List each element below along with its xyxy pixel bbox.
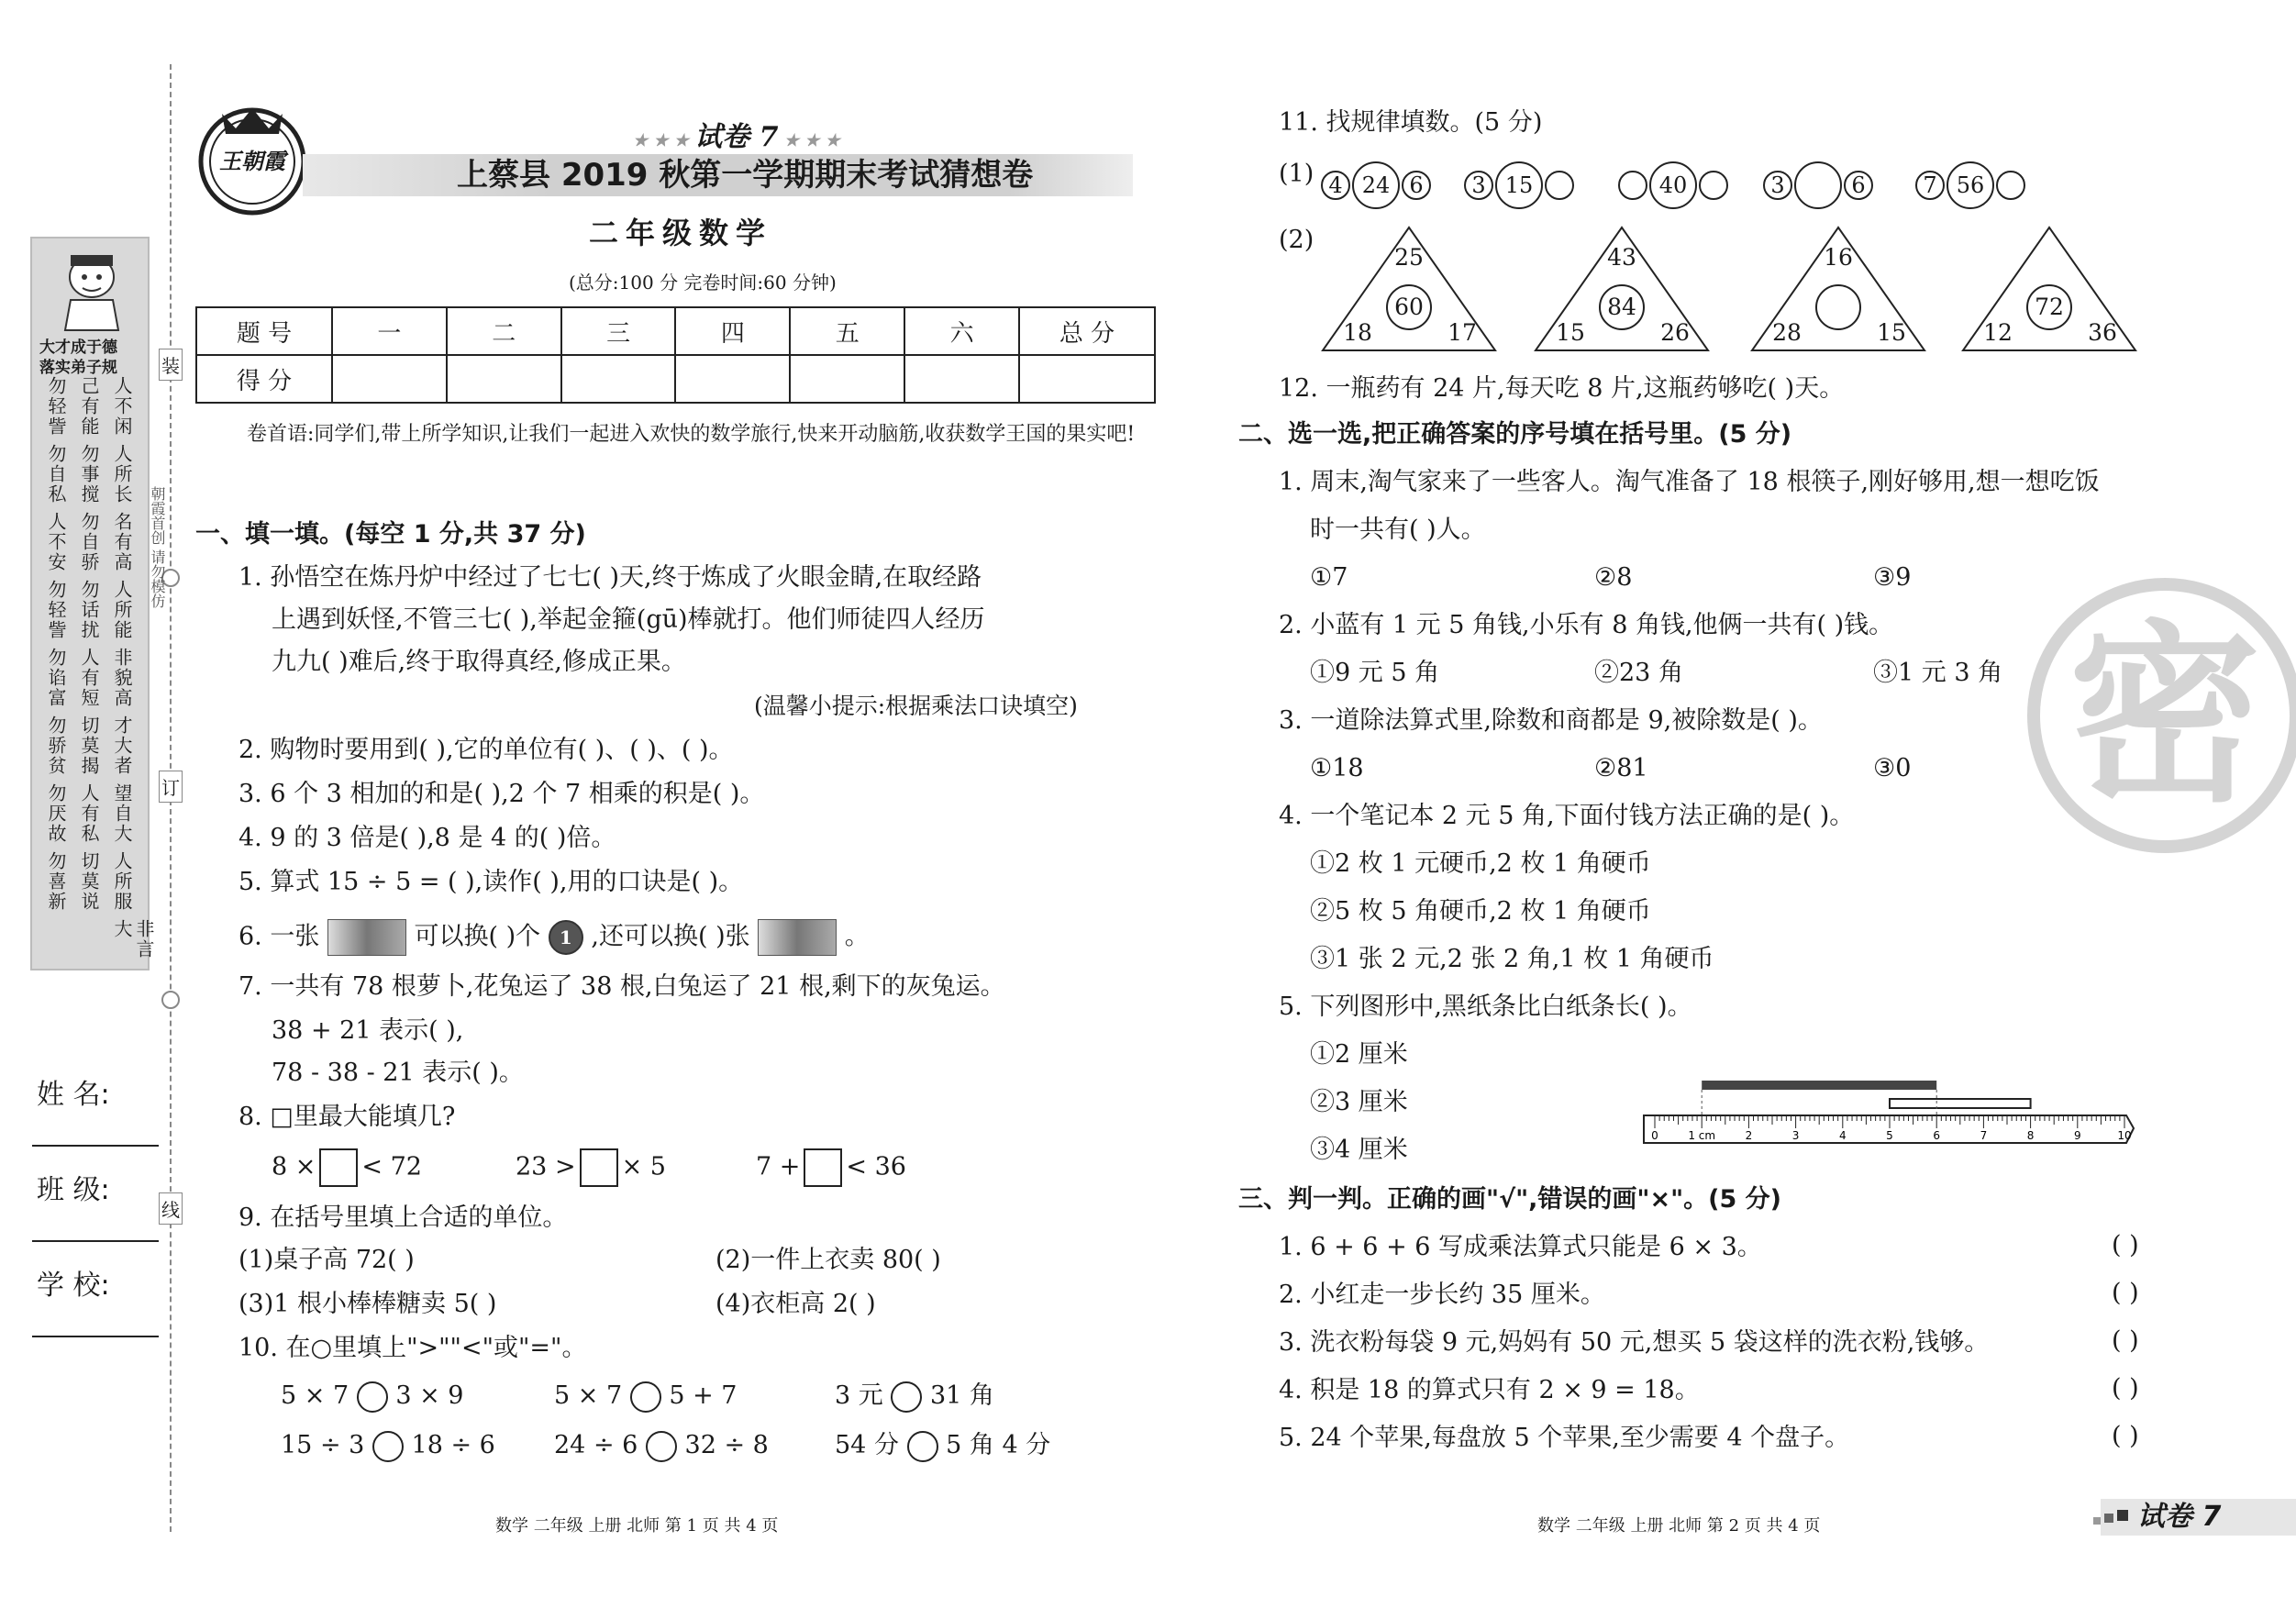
motto-text: 人不闲	[111, 376, 133, 437]
watermark-char: 密	[2068, 602, 2261, 828]
q10-left: 3 元	[835, 1381, 883, 1410]
motto-text: 勿骄贫	[45, 715, 67, 776]
q10-item	[281, 1380, 464, 1413]
answer-circle[interactable]	[1699, 171, 1728, 200]
motto-text: 人所服	[111, 851, 133, 912]
score-header-cell: 题 号	[196, 307, 332, 355]
number-triangle	[1748, 224, 1928, 354]
q11-p2-label: (2)	[1279, 226, 1314, 254]
q1-line-c: 九九( )难后,终于取得真经,修成正果。	[272, 648, 686, 676]
ruler-tick-label: 0	[1651, 1129, 1658, 1142]
section2-title: 二、选一选,把正确答案的序号填在括号里。(5 分)	[1238, 420, 1792, 449]
answer-circle[interactable]	[1996, 171, 2025, 200]
number-triangle	[1959, 224, 2139, 354]
ruler-figure	[1642, 1071, 2137, 1154]
number-circle: 6	[1402, 171, 1431, 200]
s2-q1-opt1[interactable]: ①7	[1310, 563, 1348, 592]
subject-title: 二年级数学	[589, 216, 773, 250]
side-vertical-text: 朝霞首创 请勿模仿	[149, 486, 166, 609]
motto-text: 才大者	[111, 715, 133, 776]
score-cell[interactable]	[447, 355, 561, 403]
motto-text: 人不安	[45, 512, 67, 572]
binding-word-1: 装	[159, 349, 183, 381]
s2-q3-opt1[interactable]: ①18	[1310, 754, 1364, 782]
compare-circle[interactable]	[907, 1431, 938, 1462]
score-header-cell: 二	[447, 307, 561, 355]
s2-q5: 5. 下列图形中,黑纸条比白纸条长( )。	[1279, 993, 1692, 1021]
triangle-number: 43	[1607, 244, 1636, 271]
q11-group	[1913, 161, 2025, 209]
number-circle: 84	[1599, 284, 1645, 330]
q2: 2. 购物时要用到( ),它的单位有( )、( )、( )。	[238, 736, 734, 764]
triangle-number: 26	[1660, 319, 1690, 346]
q9-3: (3)1 根小棒棒糖卖 5( )	[238, 1290, 497, 1318]
motto-text: 人所能	[111, 580, 133, 640]
judge-item: 1. 6 + 6 + 6 写成乘法算式只能是 6 × 3。	[1279, 1233, 1762, 1261]
judge-answer-paren[interactable]: ( )	[2112, 1374, 2139, 1403]
s2-q5-opt2[interactable]: ②3 厘米	[1310, 1088, 1408, 1116]
s2-q2: 2. 小蓝有 1 元 5 角钱,小乐有 8 角钱,他俩一共有( )钱。	[1279, 611, 1894, 639]
q10-right: 32 ÷ 8	[684, 1431, 769, 1459]
score-cell[interactable]	[904, 355, 1019, 403]
black-strip	[1702, 1081, 1936, 1090]
ruler-tick-label: 2	[1745, 1129, 1753, 1142]
motto-text: 勿轻訾	[45, 376, 67, 437]
q10-right: 5 + 7	[669, 1381, 738, 1410]
q8-expr-3-right: < 36	[846, 1152, 906, 1181]
school-label: 学 校:	[37, 1270, 110, 1302]
q10-left: 5 × 7	[554, 1381, 623, 1410]
q7: 7. 一共有 78 根萝卜,花兔运了 38 根,白兔运了 21 根,剩下的灰兔运。	[238, 972, 1005, 1001]
ruler-tick-label: 1 cm	[1688, 1129, 1716, 1142]
binding-word-3: 线	[159, 1192, 183, 1225]
score-header-cell: 三	[561, 307, 676, 355]
answer-box[interactable]	[580, 1148, 618, 1187]
q9-4: (4)衣柜高 2( )	[715, 1290, 876, 1318]
q10-item	[835, 1429, 1050, 1462]
triangle-number: 28	[1772, 319, 1802, 346]
motto-text: 名有高	[111, 512, 133, 572]
s2-q3: 3. 一道除法算式里,除数和商都是 9,被除数是( )。	[1279, 706, 1823, 735]
motto-text: 切莫揭	[78, 715, 100, 776]
judge-answer-paren[interactable]: ( )	[2112, 1422, 2139, 1450]
ruler-tick-label: 3	[1791, 1129, 1800, 1142]
compare-circle[interactable]	[630, 1381, 661, 1413]
s2-q3-opt3[interactable]: ③0	[1873, 754, 1912, 782]
number-circle: 3	[1464, 171, 1493, 200]
triangle-number: 17	[1447, 319, 1477, 346]
scholar-figure-icon	[60, 250, 124, 332]
q11-group	[1462, 161, 1574, 209]
number-triangle	[1532, 224, 1712, 354]
binding-word-2: 订	[159, 771, 183, 803]
motto-text: 勿话扰	[78, 580, 100, 640]
q8-expr-2-left: 23 >	[516, 1152, 576, 1181]
q10-right: 31 角	[929, 1381, 994, 1410]
q8-expr-1-right: < 72	[361, 1152, 422, 1181]
intro-text: 卷首语:同学们,带上所学知识,让我们一起进入欢快的数学旅行,快来开动脑筋,收获数学王国的果实吧!	[247, 423, 1136, 446]
q10-right: 5 角 4 分	[946, 1431, 1051, 1459]
motto-text: 勿轻訾	[45, 580, 67, 640]
number-triangle	[1319, 224, 1499, 354]
motto-text: 切莫说	[78, 851, 100, 912]
triangle-number: 16	[1824, 244, 1853, 271]
q10-item	[281, 1429, 495, 1462]
answer-circle[interactable]	[1618, 171, 1647, 200]
q6	[238, 919, 870, 956]
s2-q5-opt3[interactable]: ③4 厘米	[1310, 1136, 1408, 1164]
q11-title: 11. 找规律填数。(5 分)	[1279, 108, 1543, 137]
score-header-cell: 四	[675, 307, 790, 355]
score-header-cell: 六	[904, 307, 1019, 355]
sidebar-motto-panel	[30, 237, 155, 970]
s2-q1-a: 1. 周末,淘气家来了一些客人。淘气准备了 18 根筷子,刚好够用,想一想吃饭	[1279, 468, 2100, 496]
q12: 12. 一瓶药有 24 片,每天吃 8 片,这瓶药够吃( )天。	[1279, 374, 1845, 403]
motto-text: 勿自私	[45, 444, 67, 505]
ruler-tick-label: 5	[1886, 1129, 1893, 1142]
q7-a: 38 + 21 表示( ),	[272, 1016, 464, 1045]
compare-circle[interactable]	[646, 1431, 677, 1462]
name-line[interactable]	[32, 1145, 159, 1147]
section1-title: 一、填一填。(每空 1 分,共 37 分)	[195, 520, 586, 549]
ruler-tick-label: 9	[2073, 1129, 2081, 1142]
compare-circle[interactable]	[891, 1381, 922, 1413]
motto-text: 己有能	[78, 376, 100, 437]
q8-expr-3-left: 7 +	[756, 1152, 801, 1181]
binding-hole-2	[161, 991, 180, 1009]
motto-text: 人所长	[111, 444, 133, 505]
paper-badge: ★ ★ ★ 试卷 7 ★ ★ ★	[633, 121, 840, 153]
banknote-icon	[327, 919, 406, 956]
number-circle: 40	[1649, 161, 1697, 209]
q9: 9. 在括号里填上合适的单位。	[238, 1203, 568, 1232]
q10-left: 5 × 7	[281, 1381, 349, 1410]
q10-left: 24 ÷ 6	[554, 1431, 638, 1459]
q9-2: (2)一件上衣卖 80( )	[715, 1246, 941, 1274]
q11-group	[1319, 161, 1431, 209]
s2-q4-opt3[interactable]: ③1 张 2 元,2 张 2 角,1 枚 1 角硬币	[1310, 945, 1714, 973]
name-label: 姓 名:	[37, 1079, 110, 1111]
judge-answer-paren[interactable]: ( )	[2112, 1231, 2139, 1259]
s2-q4-opt2[interactable]: ②5 枚 5 角硬币,2 枚 1 角硬币	[1310, 897, 1651, 926]
q11-group	[1761, 161, 1873, 209]
q3: 3. 6 个 3 相加的和是( ),2 个 7 相乘的积是( )。	[238, 780, 765, 808]
motto-text: 非貌高	[111, 648, 133, 708]
ruler-tick-label: 4	[1838, 1129, 1847, 1142]
q10: 10. 在○里填上">""<"或"="。	[238, 1334, 587, 1362]
score-cell[interactable]	[790, 355, 904, 403]
q6-text-a: 6. 一张	[238, 922, 320, 951]
judge-item: 2. 小红走一步长约 35 厘米。	[1279, 1281, 1605, 1309]
q10-left: 54 分	[835, 1431, 899, 1459]
q5: 5. 算式 15 ÷ 5 = ( ),读作( ),用的口诀是( )。	[238, 868, 744, 896]
s2-q1-opt2[interactable]: ②8	[1594, 563, 1633, 592]
answer-circle[interactable]	[1794, 161, 1842, 209]
q11-p1-label: (1)	[1279, 160, 1314, 188]
q8-expr-3	[756, 1148, 906, 1187]
triangle-number: 36	[2088, 319, 2117, 346]
compare-circle[interactable]	[357, 1381, 388, 1413]
q8-expr-2	[516, 1148, 666, 1187]
q10-left: 15 ÷ 3	[281, 1431, 365, 1459]
triangle-number: 15	[1877, 319, 1906, 346]
number-circle: 60	[1386, 284, 1432, 330]
q8-expr-1	[272, 1148, 422, 1187]
q8: 8. □里最大能填几?	[238, 1103, 456, 1131]
motto-text: 非言大	[111, 919, 155, 959]
triangle-number: 18	[1343, 319, 1372, 346]
sidebar-caption-1: 大才成于德	[39, 338, 117, 357]
class-label: 班 级:	[37, 1174, 110, 1206]
coin-icon: 1	[549, 920, 583, 955]
motto-text: 勿喜新	[45, 851, 67, 912]
banknote-small-icon	[758, 919, 837, 956]
judge-answer-paren[interactable]: ( )	[2112, 1326, 2139, 1355]
q1-line-b: 上遇到妖怪,不管三七( ),举起金箍(gū)棒就打。他们师徒四人经历	[272, 605, 985, 634]
s2-q2-opt2[interactable]: ②23 角	[1594, 659, 1683, 687]
footer-left: 数学 二年级 上册 北师 第 1 页 共 4 页	[495, 1516, 779, 1536]
score-header-cell: 五	[790, 307, 904, 355]
s2-q2-opt1[interactable]: ①9 元 5 角	[1310, 659, 1440, 687]
judge-item: 4. 积是 18 的算式只有 2 × 9 = 18。	[1279, 1376, 1700, 1404]
ruler-tick-label: 10	[2117, 1129, 2132, 1142]
publisher-logo	[194, 101, 310, 216]
white-strip	[1890, 1099, 2031, 1108]
score-cell[interactable]	[675, 355, 790, 403]
s2-q4-opt1[interactable]: ①2 枚 1 元硬币,2 枚 1 角硬币	[1310, 849, 1651, 878]
motto-text: 勿谄富	[45, 648, 67, 708]
score-table	[195, 306, 1156, 404]
q11-group	[1616, 161, 1728, 209]
number-circle: 4	[1321, 171, 1350, 200]
q8-expr-2-right: × 5	[621, 1152, 666, 1181]
watermark-seal	[2027, 578, 2296, 853]
q6-text-c: ,还可以换( )张	[591, 922, 750, 951]
judge-answer-paren[interactable]: ( )	[2112, 1279, 2139, 1307]
answer-circle[interactable]	[1545, 171, 1574, 200]
footer-right: 数学 二年级 上册 北师 第 2 页 共 4 页	[1537, 1516, 1821, 1536]
paper-badge-text: 试卷 7	[694, 121, 779, 153]
logo-text: 王朝霞	[219, 148, 285, 174]
number-circle: 7	[1915, 171, 1945, 200]
number-circle: 6	[1844, 171, 1873, 200]
section3-title: 三、判一判。正确的画"√",错误的画"×"。(5 分)	[1238, 1185, 1782, 1214]
s2-q2-opt3[interactable]: ③1 元 3 角	[1873, 659, 2003, 687]
q6-text-b: 可以换( )个	[414, 922, 541, 951]
score-header-cell: 一	[332, 307, 447, 355]
judge-item: 5. 24 个苹果,每盘放 5 个苹果,至少需要 4 个盘子。	[1279, 1424, 1850, 1452]
s2-q1-b: 时一共有( )人。	[1310, 516, 1486, 544]
q9-1: (1)桌子高 72( )	[238, 1246, 415, 1274]
q8-expr-1-left: 8 ×	[272, 1152, 316, 1181]
score-cell[interactable]	[1019, 355, 1155, 403]
footer-badge: 试卷 7	[2137, 1501, 2222, 1533]
number-circle: 15	[1495, 161, 1543, 209]
s2-q1-opt3[interactable]: ③9	[1873, 563, 1912, 592]
number-circle: 72	[2026, 284, 2072, 330]
q1-hint: (温馨小提示:根据乘法口诀填空)	[754, 693, 1078, 719]
ruler-tick-label: 8	[2026, 1129, 2035, 1142]
q7-b: 78 - 38 - 21 表示( )。	[272, 1059, 524, 1087]
score-row-label: 得 分	[196, 355, 332, 403]
motto-text: 勿自骄	[78, 512, 100, 572]
motto-text: 人有私	[78, 783, 100, 844]
sidebar-caption-2: 落实弟子规	[39, 359, 117, 377]
answer-box[interactable]	[319, 1148, 358, 1187]
number-circle: 3	[1763, 171, 1792, 200]
q10-item	[554, 1429, 769, 1462]
motto-grid	[36, 376, 155, 963]
score-header-cell: 总 分	[1019, 307, 1155, 355]
q10-item	[835, 1380, 994, 1413]
triangle-number: 25	[1394, 244, 1424, 271]
score-cell[interactable]	[332, 355, 447, 403]
s2-q3-opt2[interactable]: ②81	[1594, 754, 1648, 782]
triangle-number: 12	[1983, 319, 2013, 346]
motto-text: 勿厌故	[45, 783, 67, 844]
q6-text-d: 。	[844, 922, 870, 951]
exam-title: 上蔡县 2019 秋第一学期期末考试猜想卷	[457, 157, 1034, 194]
number-circle: 56	[1947, 161, 1994, 209]
score-cell[interactable]	[561, 355, 676, 403]
q1-line-a: 1. 孙悟空在炼丹炉中经过了七七( )天,终于炼成了火眼金睛,在取经路	[238, 563, 982, 592]
q10-right: 3 × 9	[395, 1381, 464, 1410]
ruler-tick-label: 7	[1980, 1129, 1988, 1142]
ruler-tick-label: 6	[1933, 1129, 1941, 1142]
judge-item: 3. 洗衣粉每袋 9 元,妈妈有 50 元,想买 5 袋这样的洗衣粉,钱够。	[1279, 1328, 1990, 1357]
motto-text: 勿事搅	[78, 444, 100, 505]
q10-item	[554, 1380, 738, 1413]
score-info: (总分:100 分 完卷时间:60 分钟)	[569, 272, 837, 294]
triangle-number: 15	[1556, 319, 1585, 346]
s2-q4: 4. 一个笔记本 2 元 5 角,下面付钱方法正确的是( )。	[1279, 802, 1855, 830]
compare-circle[interactable]	[372, 1431, 404, 1462]
class-line[interactable]	[32, 1240, 159, 1242]
q10-right: 18 ÷ 6	[411, 1431, 495, 1459]
school-line[interactable]	[32, 1336, 159, 1337]
number-circle: 24	[1352, 161, 1400, 209]
s2-q5-opt1[interactable]: ①2 厘米	[1310, 1040, 1408, 1069]
answer-box[interactable]	[804, 1148, 842, 1187]
motto-text: 望自大	[111, 783, 133, 844]
footer-badge-squares-icon	[2093, 1510, 2130, 1528]
motto-text: 人有短	[78, 648, 100, 708]
answer-circle[interactable]	[1815, 284, 1861, 330]
q4: 4. 9 的 3 倍是( ),8 是 4 的( )倍。	[238, 824, 616, 852]
